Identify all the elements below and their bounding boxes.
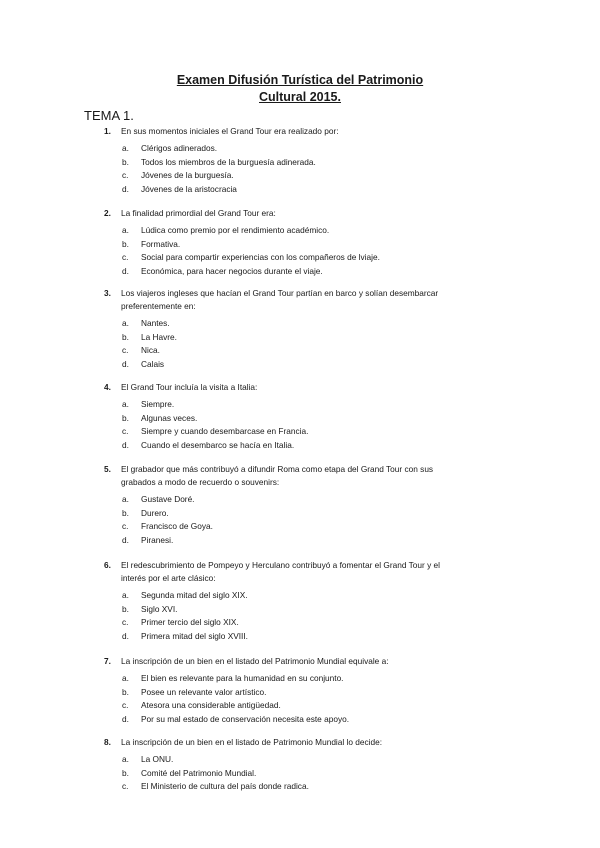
answer-option	[104, 183, 524, 197]
question-text-line: preferentemente en:	[121, 301, 196, 311]
option-text: Comité del Patrimonio Mundial.	[141, 767, 257, 778]
question-text-line: La finalidad primordial del Grand Tour era:	[121, 208, 276, 218]
option-text: Primer tercio del siglo XIX.	[141, 617, 239, 628]
answer-option	[104, 603, 524, 617]
option-letter: a.	[122, 399, 129, 409]
answer-option	[104, 238, 524, 252]
option-text: Jóvenes de la aristocracia	[141, 184, 237, 195]
question-number: 2.	[104, 208, 111, 218]
answer-option	[104, 686, 524, 700]
answer-option	[104, 534, 524, 548]
question-text-line: El Grand Tour incluía la visita a Italia:	[121, 382, 258, 392]
section-heading: TEMA 1.	[84, 108, 134, 123]
question-number: 1.	[104, 126, 111, 136]
question-text	[121, 125, 524, 138]
answer-option	[104, 156, 524, 170]
question-text-line: grabados a modo de recuerdo o souvenirs:	[121, 477, 280, 487]
option-letter: b.	[122, 603, 129, 614]
answer-option	[104, 520, 524, 534]
question-text-line: La inscripción de un bien en el listado del Patrimonio Mundial equivale a:	[121, 656, 389, 666]
option-text: Clérigos adinerados.	[141, 143, 218, 153]
question-text-line: Los viajeros ingleses que hacían el Grand Tour partían en barco y solían desembarcar	[121, 288, 439, 298]
question-text	[121, 207, 524, 220]
answer-option	[104, 616, 524, 630]
option-list	[104, 672, 524, 727]
answer-option	[104, 439, 524, 453]
option-letter: a.	[122, 590, 129, 600]
option-text: La Havre.	[141, 331, 177, 342]
option-list	[104, 317, 524, 372]
option-letter: b.	[122, 156, 129, 167]
answer-option	[104, 142, 524, 156]
question-text	[121, 463, 524, 489]
option-text: Calais	[141, 359, 165, 370]
option-letter: c.	[122, 252, 129, 263]
question-number: 5.	[104, 464, 111, 474]
question	[104, 287, 524, 372]
answer-option	[104, 169, 524, 183]
answer-option	[104, 589, 524, 603]
option-text: Económica, para hacer negocios durante el viaje.	[141, 266, 323, 277]
option-letter: c.	[122, 426, 129, 437]
question-number: 6.	[104, 560, 111, 570]
question-text-line: interés por el arte clásico:	[121, 573, 216, 583]
option-letter: d.	[122, 631, 129, 642]
option-letter: b.	[122, 767, 129, 778]
option-list	[104, 753, 524, 794]
answer-option	[104, 265, 524, 279]
question	[104, 207, 524, 279]
question-text	[121, 381, 524, 394]
question	[104, 559, 524, 644]
option-text: Posee un relevante valor artístico.	[141, 686, 267, 697]
option-letter: c.	[122, 345, 129, 356]
answer-option	[104, 630, 524, 644]
option-text: Nantes.	[141, 318, 170, 328]
option-letter: d.	[122, 266, 129, 277]
option-text: Francisco de Goya.	[141, 521, 213, 532]
option-letter: c.	[122, 781, 129, 792]
question-text-line: El grabador que más contribuyó a difundir Roma como etapa del Grand Tour con sus	[121, 464, 434, 474]
answer-option	[104, 753, 524, 767]
option-text: Social para compartir experiencias con los compañeros de lviaje.	[141, 252, 380, 263]
exam-title-line-2: Cultural 2015.	[259, 90, 341, 104]
question	[104, 463, 524, 548]
option-text: Siempre.	[141, 399, 175, 409]
option-text: Lúdica como premio por el rendimiento académico.	[141, 225, 330, 235]
option-letter: d.	[122, 440, 129, 451]
exam-title-line-1: Examen Difusión Turística del Patrimonio	[176, 73, 424, 87]
option-text: Todos los miembros de la burguesía adinerada.	[141, 156, 316, 167]
question-number: 8.	[104, 737, 111, 747]
option-text: Segunda mitad del siglo XIX.	[141, 590, 248, 600]
option-text: Siglo XVI.	[141, 603, 178, 614]
question-text-line: La inscripción de un bien en el listado de Patrimonio Mundial lo decide:	[121, 737, 383, 747]
question	[104, 125, 524, 197]
answer-option	[104, 331, 524, 345]
option-letter: b.	[122, 412, 129, 423]
option-text: Jóvenes de la burguesía.	[141, 170, 234, 181]
option-text: Piranesi.	[141, 535, 174, 546]
answer-option	[104, 493, 524, 507]
option-text: Primera mitad del siglo XVIII.	[141, 631, 248, 642]
question	[104, 381, 524, 453]
question-number: 7.	[104, 656, 111, 666]
option-letter: a.	[122, 143, 129, 153]
option-text: Algunas veces.	[141, 412, 198, 423]
question-text	[121, 559, 524, 585]
option-text: El Ministerio de cultura del país donde radica.	[141, 781, 309, 792]
question	[104, 655, 524, 727]
option-list	[104, 398, 524, 453]
option-letter: d.	[122, 184, 129, 195]
option-text: Por su mal estado de conservación necesita este apoyo.	[141, 714, 350, 725]
question-text	[121, 736, 524, 749]
option-letter: c.	[122, 617, 129, 628]
option-letter: d.	[122, 714, 129, 725]
answer-option	[104, 344, 524, 358]
option-text: Siempre y cuando desembarcase en Francia.	[141, 426, 309, 437]
option-letter: b.	[122, 331, 129, 342]
answer-option	[104, 358, 524, 372]
option-letter: b.	[122, 507, 129, 518]
answer-option	[104, 317, 524, 331]
question	[104, 736, 524, 794]
option-list	[104, 493, 524, 548]
option-letter: c.	[122, 521, 129, 532]
answer-option	[104, 713, 524, 727]
answer-option	[104, 251, 524, 265]
option-letter: a.	[122, 225, 129, 235]
option-text: El bien es relevante para la humanidad en su conjunto.	[141, 673, 344, 683]
option-letter: b.	[122, 238, 129, 249]
option-text: Durero.	[141, 507, 169, 518]
option-text: La ONU.	[141, 754, 174, 764]
question-text-line: El redescubrimiento de Pompeyo y Herculano contribuyó a fomentar el Grand Tour y el	[121, 560, 440, 570]
question-text	[121, 287, 524, 313]
option-list	[104, 142, 524, 197]
answer-option	[104, 780, 524, 794]
answer-option	[104, 425, 524, 439]
option-text: Nica.	[141, 345, 160, 356]
option-letter: c.	[122, 170, 129, 181]
option-letter: a.	[122, 494, 129, 504]
answer-option	[104, 672, 524, 686]
option-list	[104, 589, 524, 644]
answer-option	[104, 398, 524, 412]
option-letter: a.	[122, 754, 129, 764]
option-text: Gustave Doré.	[141, 494, 195, 504]
option-text: Cuando el desembarco se hacía en Italia.	[141, 440, 295, 451]
answer-option	[104, 507, 524, 521]
question-number: 4.	[104, 382, 111, 392]
question-number: 3.	[104, 288, 111, 298]
option-letter: a.	[122, 673, 129, 683]
answer-option	[104, 767, 524, 781]
option-list	[104, 224, 524, 279]
option-letter: d.	[122, 535, 129, 546]
answer-option	[104, 412, 524, 426]
answer-option	[104, 699, 524, 713]
option-letter: c.	[122, 700, 129, 711]
question-text	[121, 655, 524, 668]
option-letter: b.	[122, 686, 129, 697]
option-text: Atesora una considerable antigüedad.	[141, 700, 281, 711]
option-letter: a.	[122, 318, 129, 328]
answer-option	[104, 224, 524, 238]
option-text: Formativa.	[141, 238, 181, 249]
question-text-line: En sus momentos iniciales el Grand Tour era realizado por:	[121, 126, 339, 136]
option-letter: d.	[122, 359, 129, 370]
